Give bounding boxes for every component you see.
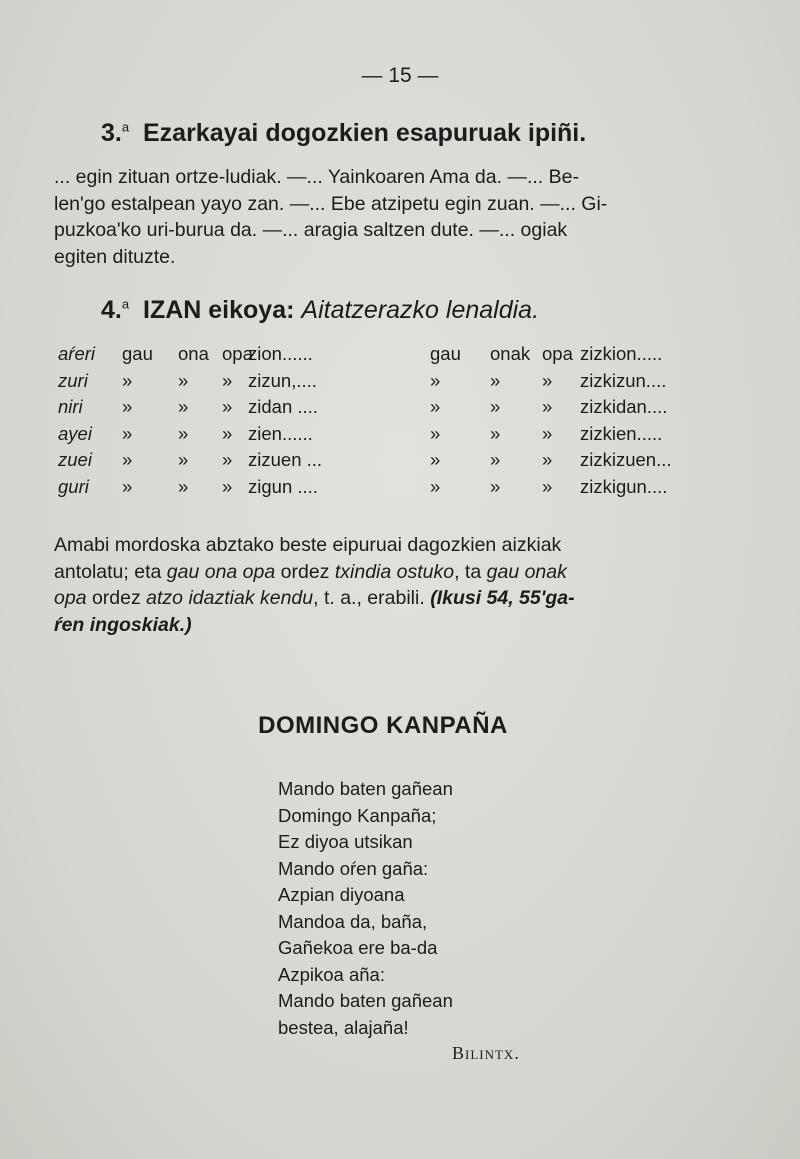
table-cell: » [542, 475, 553, 497]
table-cell: » [122, 475, 133, 497]
exercise-3-heading [101, 119, 586, 148]
table-cell: zizkien..... [580, 422, 663, 444]
text-line: puzkoa'ko uri-burua da. —... aragia saltzen dute. —... ogiak [54, 219, 568, 241]
table-row [58, 449, 718, 476]
italic-run: gau ona opa [166, 560, 276, 583]
table-cell: » [430, 369, 441, 391]
table-cell: » [222, 475, 233, 497]
table-cell: zizkidan.... [580, 396, 668, 417]
text-run: ordez [275, 560, 335, 583]
exercise-4-number: 4. [101, 296, 122, 324]
italic-run: gau onak [486, 560, 567, 583]
poem-line: Gañekoa ere ba-da [278, 937, 438, 958]
table-row [58, 423, 718, 450]
table-cell: » [178, 475, 189, 497]
text-run: , ta [454, 560, 487, 583]
text-line: len'go estalpean yayo zan. —... Ebe atzipetu egin zuan. —... Gi- [54, 192, 608, 215]
table-cell: » [430, 475, 441, 497]
table-row [58, 476, 718, 503]
exercise-3-text [54, 164, 702, 270]
exercise-4-subtitle: Aitatzerazko lenaldia. [301, 296, 540, 324]
table-cell: » [222, 396, 233, 417]
table-cell: » [542, 396, 553, 417]
poem-line: Azpikoa aña: [278, 963, 385, 985]
table-cell: zizun,.... [248, 369, 317, 391]
poem-body [278, 776, 453, 1041]
poem-line: Azpian diyoana [278, 884, 405, 905]
text-line [54, 585, 702, 612]
table-cell: » [122, 422, 133, 444]
table-cell: » [490, 422, 501, 444]
table-cell: » [122, 369, 133, 391]
table-cell: zizkizuen... [580, 449, 672, 470]
exercise-4-ordinal: a [121, 296, 130, 312]
exercise-3-number: 3. [101, 119, 122, 147]
exercise-4-title: IZAN eikoya: [143, 296, 295, 324]
poem-line: Mando oŕen gaña: [278, 857, 429, 879]
italic-run: opa [54, 587, 87, 609]
table-cell: opa [222, 343, 253, 364]
table-cell: zidan .... [248, 396, 318, 417]
table-cell: » [542, 422, 553, 444]
reference-run: (Ikusi 54, 55'ga- [430, 587, 575, 609]
poem-author: Bilintx. [452, 1043, 520, 1063]
table-row [58, 343, 718, 370]
table-cell: » [490, 449, 501, 470]
table-cell: zion...... [248, 343, 313, 364]
pronoun-cell: zuri [58, 369, 88, 391]
table-cell: gau [430, 343, 461, 364]
table-cell: » [430, 449, 441, 470]
poem-line: Mandoa da, baña, [278, 910, 428, 932]
text-run: , t. a., erabili. [313, 587, 431, 609]
table-cell: » [490, 369, 501, 391]
text-line: ŕen ingoskiak.) [54, 613, 192, 636]
table-cell: ona [178, 343, 209, 364]
table-cell: » [542, 449, 553, 470]
italic-run: atzo idaztiak kendu [146, 587, 314, 609]
poem-line: Mando baten gañean [278, 778, 453, 799]
pronoun-cell: aŕeri [58, 343, 96, 364]
text-line [54, 559, 702, 586]
pronoun-cell: zuei [58, 449, 92, 470]
table-cell: » [178, 396, 189, 417]
page-number: — 15 — [361, 64, 439, 87]
table-cell: zigun .... [248, 475, 318, 497]
text-run: antolatu; eta [54, 560, 167, 583]
table-cell: » [178, 449, 189, 470]
table-cell: zien...... [248, 422, 313, 444]
table-cell: » [490, 475, 501, 497]
conjugation-table [58, 343, 718, 502]
table-cell: » [222, 449, 233, 470]
pronoun-cell: guri [58, 475, 89, 497]
exercise-3-ordinal: a [121, 119, 130, 135]
text-run: ordez [86, 587, 147, 609]
table-cell: opa [542, 343, 573, 364]
table-cell: » [122, 396, 133, 417]
poem-line: Ez diyoa utsikan [278, 831, 413, 852]
table-row [58, 370, 718, 397]
table-cell: » [222, 369, 233, 391]
pronoun-cell: ayei [58, 422, 92, 444]
table-cell: » [178, 422, 189, 444]
table-cell: zizkion..... [580, 343, 663, 364]
table-cell: zizkigun.... [580, 475, 668, 497]
table-cell: » [542, 369, 553, 391]
table-cell: zizkizun.... [580, 369, 667, 391]
poem-line: Mando baten gañean [278, 990, 453, 1011]
text-line: egiten dituzte. [54, 245, 176, 268]
poem-line: Domingo Kanpaña; [278, 804, 437, 826]
table-cell: » [222, 422, 233, 444]
pronoun-cell: niri [58, 396, 83, 417]
table-cell: » [178, 369, 189, 391]
table-cell: onak [490, 343, 531, 364]
table-cell: » [430, 396, 441, 417]
exercise-3-title: Ezarkayai dogozkien esapuruak ipiñi. [143, 119, 587, 147]
table-cell: zizuen ... [248, 449, 323, 470]
table-cell: gau [122, 343, 153, 364]
table-cell: » [122, 449, 133, 470]
exercise-4-heading [101, 296, 539, 325]
poem-title: DOMINGO KANPAÑA [258, 712, 508, 739]
instruction-paragraph [54, 532, 702, 638]
text-line: ... egin zituan ortze-ludiak. —... Yainkoaren Ama da. —... Be- [54, 166, 579, 188]
poem-line: bestea, alajaña! [278, 1016, 409, 1038]
table-cell: » [490, 396, 501, 417]
italic-run: txindia ostuko [334, 560, 455, 583]
text-line: Amabi mordoska abztako beste eipuruai dagozkien aizkiak [54, 534, 562, 556]
table-cell: » [430, 422, 441, 444]
table-row [58, 396, 718, 423]
